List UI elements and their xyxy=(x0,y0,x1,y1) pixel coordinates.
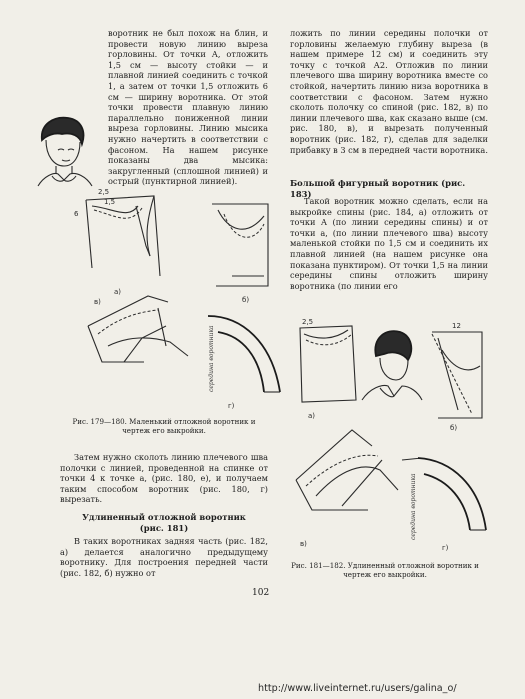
left-column-text xyxy=(108,28,268,187)
label-g: г) xyxy=(228,402,235,410)
label-g-182: г) xyxy=(442,544,449,552)
left-paragraph-1: воротник не был похож на блин, и провести новую линию выреза горловины. От точки А, отложить 1,5 см — высоту стойки — и плавной линией соединить с точкой 1, а затем от точки 1,5 отложить 6 см — ширину воротника. От этой точки провести плавную линию параллельно пониженной линии выреза горловины. Линию мысика нужно начертить в соответствии с фасоном. На нашем рисунке показаны два мысика: закругленный (сплошной линией) и острый (пунктирной линией). xyxy=(108,28,268,187)
label-v-182: в) xyxy=(300,540,307,548)
right-paragraph-1: ложить по линии середины полочки от горловины желаемую глубину выреза (в нашем примере 12 см) и соединить эту точку с точкой А2. Отложив по линии плечевого шва ширину воротника вместе со стойкой, начертить линию низа воротника в соответствии с фасоном. Затем нужно сколоть полочку со спиной (рис. 182, в) по линии плечевого шва, как сказано выше (см. рис. 180, в), и вырезать полученный воротник (рис. 182, г), сделав для заделки прибавку в 3 см в передней части воротника. xyxy=(290,28,488,155)
heading-fig-183: Большой фигурный воротник (рис. 183) xyxy=(290,178,466,199)
right-column-text xyxy=(290,28,488,155)
heading-181-line1: Удлиненный отложной воротник xyxy=(82,512,246,522)
footer-url[interactable]: http://www.liveinternet.ru/users/galina_o/ xyxy=(258,683,457,694)
portrait-181 xyxy=(362,331,422,400)
midline-label-180: середина воротника xyxy=(208,325,215,392)
figure-179-portrait xyxy=(28,110,100,192)
dim-25-182: 2,5 xyxy=(302,318,314,326)
heading-fig-181 xyxy=(60,512,268,533)
dim-label: 2,5 xyxy=(98,188,110,196)
label-v: в) xyxy=(94,298,101,306)
right-column-lower xyxy=(290,196,488,291)
heading-181-line2: (рис. 181) xyxy=(139,522,189,533)
caption-181-182: Рис. 181—182. Удлиненный отложной воротник и чертеж его выкройки. xyxy=(291,561,479,579)
label-a-182: а) xyxy=(308,412,316,420)
pattern-a-back-182 xyxy=(300,318,356,420)
dim-label-2: 1,5 xyxy=(104,198,116,206)
figure-180-patterns xyxy=(58,186,288,414)
label-b: б) xyxy=(242,296,250,304)
left-column-lower xyxy=(60,452,268,505)
pattern-b-front-182 xyxy=(432,322,482,432)
left-paragraph-2: Затем нужно сколоть линию плечевого шва полочки с линией, проведенной на спинке от точки 4 к точке а, (рис. 180, е), и получаем таким способом воротник (рис. 180, г) вырезать. xyxy=(60,452,268,505)
pattern-a-back xyxy=(74,188,160,296)
label-a: а) xyxy=(114,288,122,296)
pattern-v-combined xyxy=(88,296,188,362)
right-paragraph-2: Такой воротник можно сделать, если на выкройке спины (рис. 184, а) отложить от точки А (по линии середины спины) и от точки а, (по линии плечевого шва) высоту маленькой стойки по 1,5 см и соединить их плавной линией (на нашем рисунке она показана пунктиром). От точки 1,5 на линии середины спины отложить ширину воротника (по линии его xyxy=(290,196,488,291)
dim-6: 6 xyxy=(74,210,79,218)
left-column-bottom xyxy=(60,536,268,578)
pattern-b-front xyxy=(212,204,268,304)
figure-181-182-patterns xyxy=(282,310,494,558)
midline-label-182: середина воротника xyxy=(410,473,417,540)
caption-179-180: Рис. 179—180. Маленький отложной воротник и чертеж его выкройки. xyxy=(72,417,256,435)
dim-12-182: 12 xyxy=(452,322,461,330)
left-paragraph-3: В таких воротниках задняя часть (рис. 182, а) делается аналогично предыдущему воротнику. Для построения передней части (рис. 182, б) нужно от xyxy=(60,536,268,578)
label-b-182: б) xyxy=(450,424,458,432)
page-number: 102 xyxy=(252,588,270,598)
pattern-v-182 xyxy=(296,430,398,548)
pattern-g-collar xyxy=(208,316,280,410)
